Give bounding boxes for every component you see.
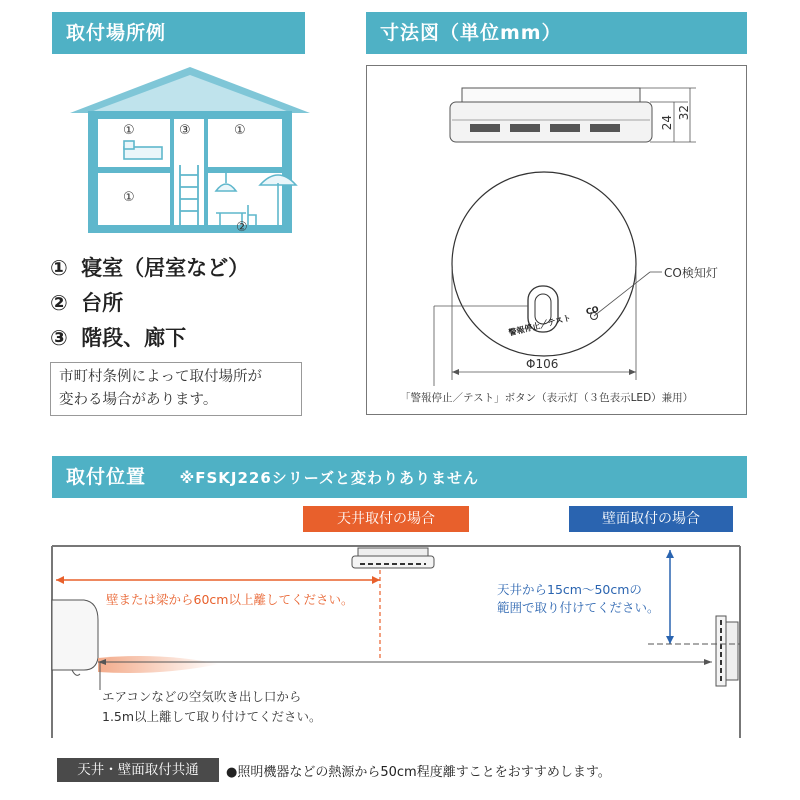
install-location-header	[52, 12, 305, 54]
ordinance-note	[50, 362, 302, 416]
legend-num: ②	[50, 291, 68, 315]
wall-rule-text	[497, 581, 660, 617]
legend-item-bedroom	[50, 252, 249, 282]
wall-rule-line2: 範囲で取り付けてください。	[497, 600, 660, 615]
device-print-text: 警報停止／テスト	[507, 313, 572, 338]
mounting-header-bar	[52, 456, 747, 498]
air-conditioner-icon	[52, 600, 98, 675]
house-label-stairs: ③	[179, 123, 191, 138]
common-note-text: ●照明機器などの熱源から50cm程度離すことをおすすめします。	[226, 765, 611, 780]
legend-num: ③	[50, 326, 68, 350]
device-co-text: CO	[585, 304, 600, 317]
aircon-rule-text	[102, 687, 322, 727]
ordinance-note-line1: 市町村条例によって取付場所が	[59, 369, 262, 385]
dim-height-outer: 32	[677, 105, 691, 121]
diameter-label: Φ106	[526, 357, 559, 371]
dimensions-header	[366, 12, 747, 54]
wall-detector-icon	[716, 616, 738, 686]
legend-text: 階段、廊下	[81, 326, 187, 350]
legend-item-stairs	[50, 322, 186, 352]
house-label-bedroom-upper-right: ①	[234, 123, 246, 138]
co-indicator-label: CO検知灯	[664, 266, 718, 280]
house-label-bedroom-upper-left: ①	[123, 123, 135, 138]
ceiling-rule-text: 壁または梁から60cm以上離してください。	[106, 592, 354, 607]
aircon-rule-line2: 1.5m以上離して取り付けてください。	[102, 709, 322, 724]
install-location-title: 取付場所例	[66, 22, 167, 44]
house-label-bedroom-lower-left: ①	[123, 190, 135, 205]
wall-rule-line1: 天井から15cm～50cmの	[497, 582, 642, 597]
ordinance-note-line2: 変わる場合があります。	[59, 392, 218, 408]
test-button-label: 「警報停止／テスト」ボタン（表示灯（３色表示LED）兼用）	[400, 392, 694, 404]
wall-mount-tag: 壁面取付の場合	[569, 506, 733, 532]
ceiling-mount-tag: 天井取付の場合	[303, 506, 469, 532]
ceiling-detector-icon	[352, 548, 434, 568]
dim-height-inner: 24	[660, 115, 674, 131]
mounting-title: 取付位置	[66, 466, 147, 488]
mounting-header-note: ※FSKJ226シリーズと変わりありません	[179, 469, 480, 487]
dimensions-title: 寸法図（単位mm）	[380, 22, 562, 44]
common-note-tag: 天井・壁面取付共通	[57, 758, 219, 782]
house-illustration	[70, 65, 310, 235]
aircon-rule-line1: エアコンなどの空気吹き出し口から	[102, 689, 302, 704]
legend-text: 寝室（居室など）	[81, 256, 250, 280]
legend-item-kitchen	[50, 287, 123, 317]
legend-text: 台所	[81, 291, 124, 315]
legend-num: ①	[50, 256, 68, 280]
house-label-kitchen: ②	[236, 220, 248, 235]
